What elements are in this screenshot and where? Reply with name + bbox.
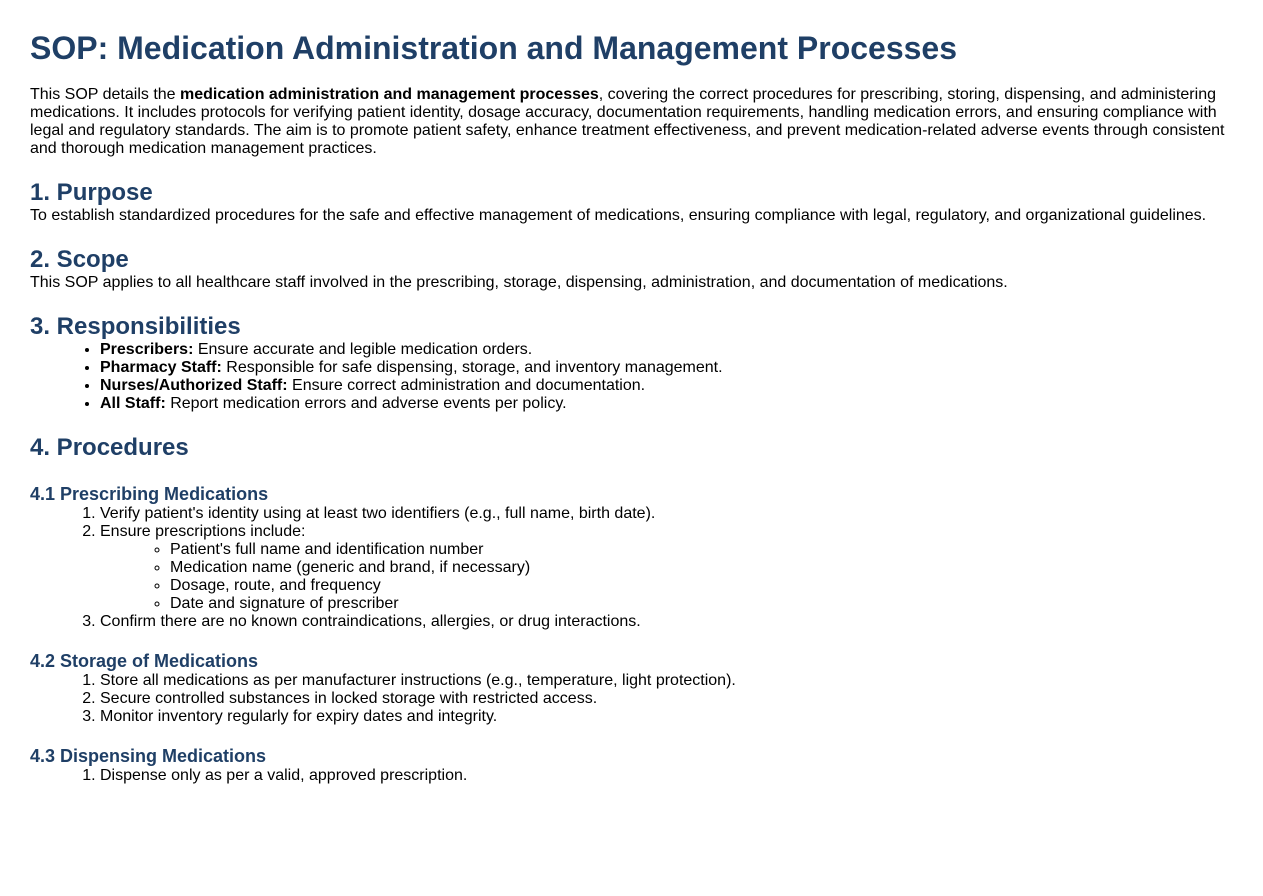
intro-suffix: , covering the correct procedures for prescribing, storing, dispensing, and administering medications. It includes protocols for verifying patient identity, dosage accuracy, documentation requirements, handling medication errors, and ensuring compliance with legal and regulatory standards. The aim is to promote patient safety, enhance treatment effectiveness, and prevent medication-related adverse events through consistent and thorough medication management practices. xyxy=(30,86,1225,157)
sub-list-item: ◦ Medication name (generic and brand, if necessary) xyxy=(170,559,1233,577)
prescribing-heading: 4.1 Prescribing Medications xyxy=(30,484,269,504)
intro-prefix: This SOP details the xyxy=(30,86,180,103)
intro-bold: medication administration and management processes xyxy=(180,86,599,103)
list-item xyxy=(100,395,1233,413)
scope-text: This SOP applies to all healthcare staff involved in the prescribing, storage, dispensing, administration, and documentation of medications. xyxy=(30,274,1008,291)
sub-list-item: ◦ Date and signature of prescriber xyxy=(170,595,1233,613)
role-text: Report medication errors and adverse events per policy. xyxy=(165,395,567,412)
list-item xyxy=(100,359,1233,377)
responsibilities-list xyxy=(30,341,1233,413)
page-title: SOP: Medication Administration and Management Processes xyxy=(30,30,958,66)
role-label: All Staff: xyxy=(100,395,166,412)
prescription-requirements-list xyxy=(100,541,1233,613)
list-item: 2. Secure controlled substances in locked storage with restricted access. xyxy=(100,690,1233,708)
responsibilities-heading: 3. Responsibilities xyxy=(30,313,241,340)
list-item: 1. Store all medications as per manufacturer instructions (e.g., temperature, light protection). xyxy=(100,672,1233,690)
purpose-text: To establish standardized procedures for the safe and effective management of medications, ensuring compliance with legal, regulatory, and organizational guidelines. xyxy=(30,207,1207,224)
sub-list-item: ◦ Dosage, route, and frequency xyxy=(170,577,1233,595)
role-label: Nurses/Authorized Staff: xyxy=(100,377,288,394)
purpose-heading: 1. Purpose xyxy=(30,179,153,206)
list-item xyxy=(100,523,1233,613)
list-item-text: Ensure prescriptions include: xyxy=(100,523,306,540)
prescribing-steps xyxy=(30,505,1233,631)
sub-list-item: ◦ Patient's full name and identification number xyxy=(170,541,1233,559)
list-item: 3. Monitor inventory regularly for expiry dates and integrity. xyxy=(100,708,1233,726)
role-text: Responsible for safe dispensing, storage, and inventory management. xyxy=(221,359,723,376)
list-item: 1. Dispense only as per a valid, approved prescription. xyxy=(100,767,1233,785)
procedures-heading: 4. Procedures xyxy=(30,434,189,461)
role-label: Prescribers: xyxy=(100,341,194,358)
list-item xyxy=(100,377,1233,395)
list-item: 3. Confirm there are no known contraindications, allergies, or drug interactions. xyxy=(100,613,1233,631)
storage-heading: 4.2 Storage of Medications xyxy=(30,651,259,671)
list-item: 1. Verify patient's identity using at least two identifiers (e.g., full name, birth date). xyxy=(100,505,1233,523)
role-text: Ensure correct administration and documentation. xyxy=(287,377,646,394)
dispensing-steps xyxy=(30,767,1233,785)
role-label: Pharmacy Staff: xyxy=(100,359,222,376)
intro-paragraph xyxy=(30,86,1233,158)
role-text: Ensure accurate and legible medication orders. xyxy=(193,341,533,358)
list-item xyxy=(100,341,1233,359)
scope-heading: 2. Scope xyxy=(30,246,129,273)
dispensing-heading: 4.3 Dispensing Medications xyxy=(30,746,267,766)
storage-steps xyxy=(30,672,1233,726)
